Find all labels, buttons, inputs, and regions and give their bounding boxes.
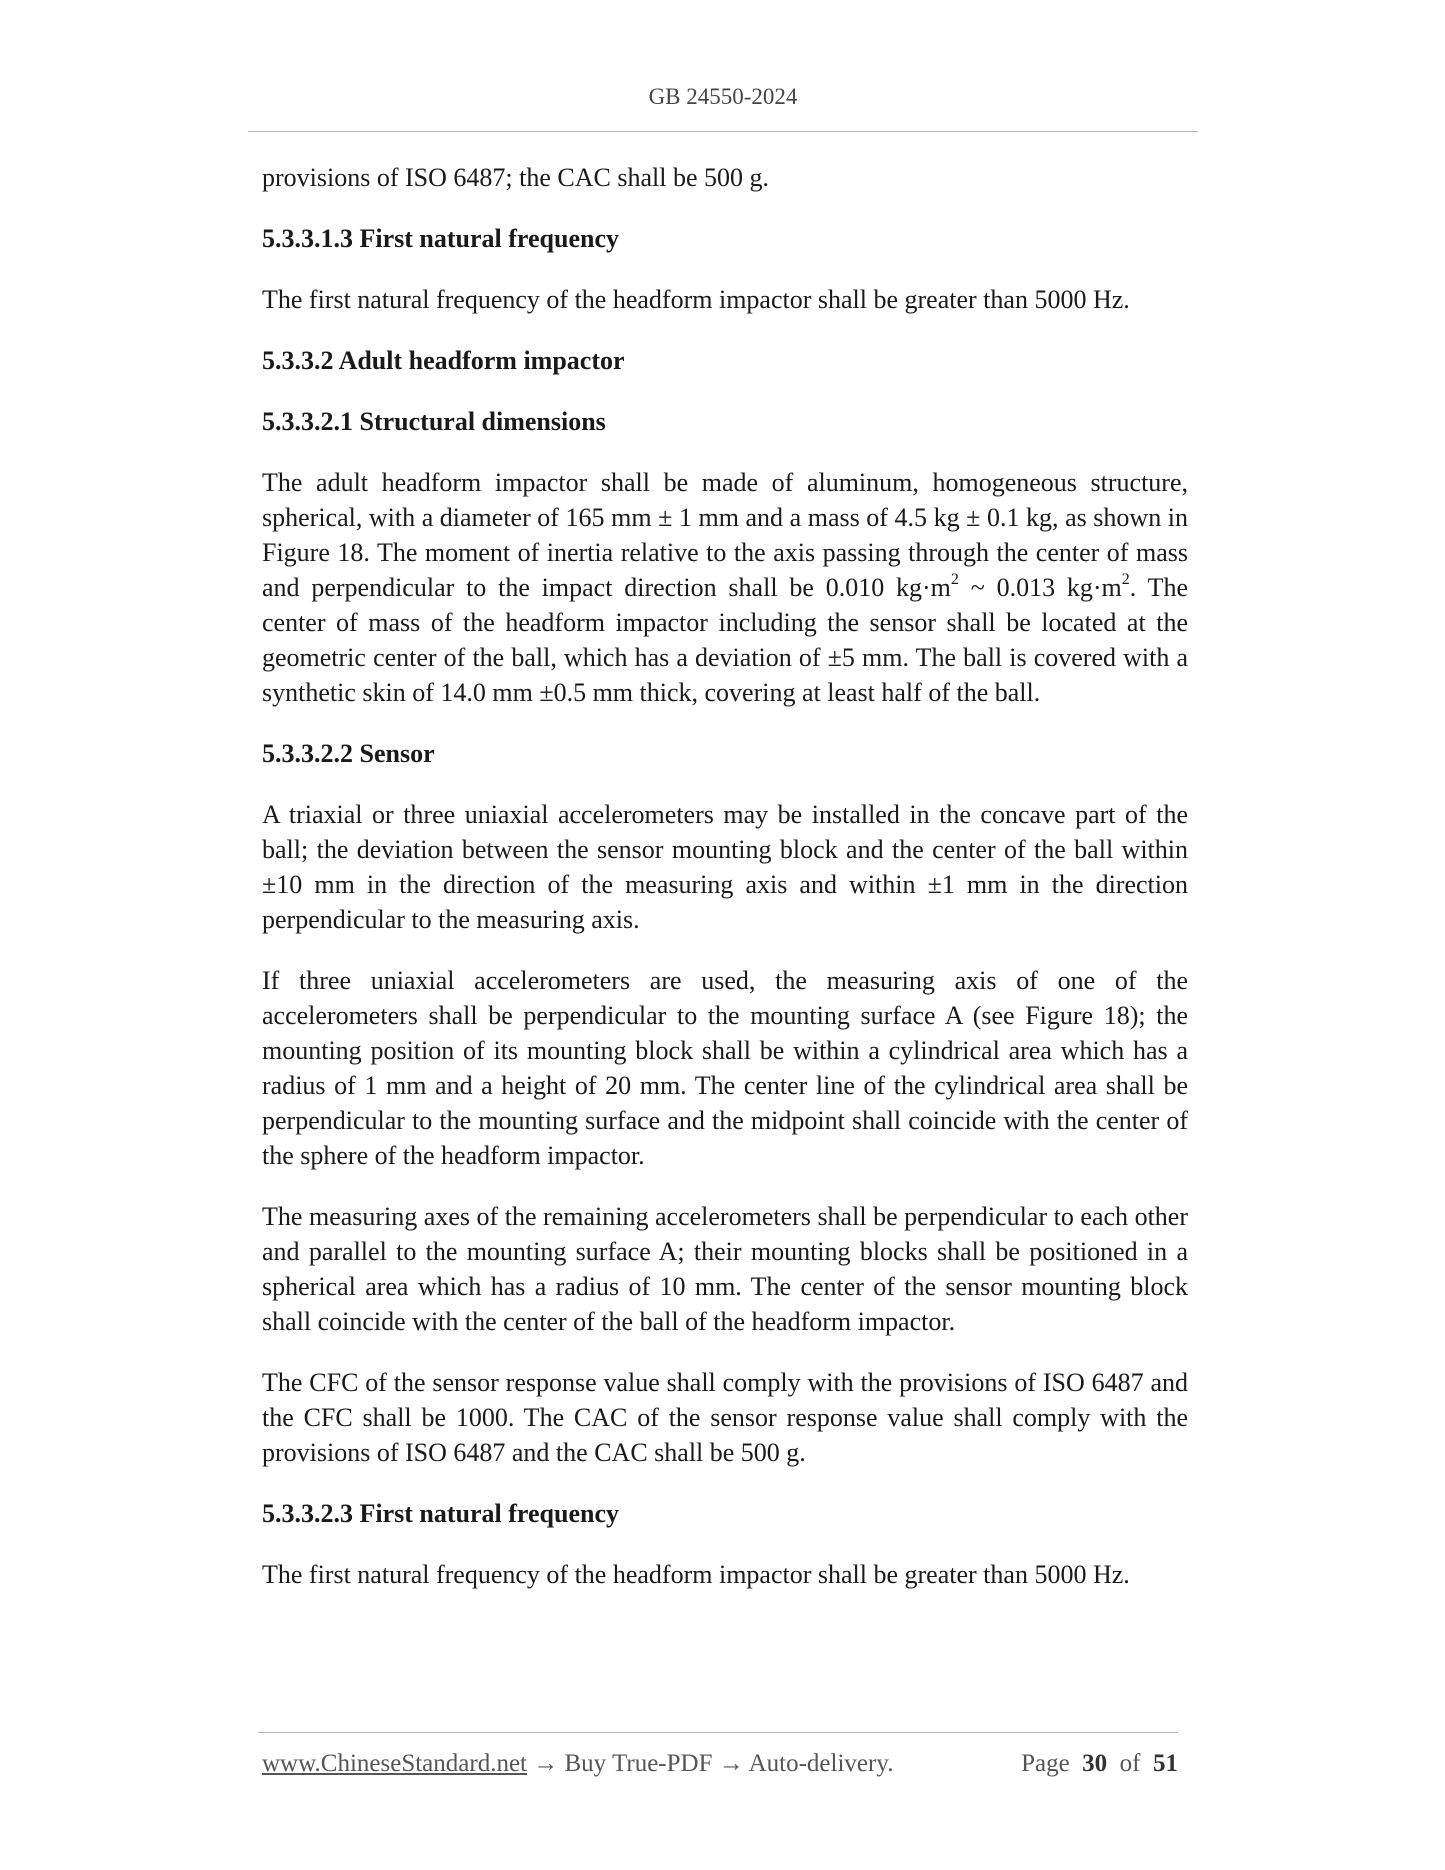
paragraph-text: . The center of mass of the headform impactor including the sensor shall be located at the geometric center of the ball, which has a deviation of ±5 mm. The ball is covered with a synthetic skin of 14.0 mm ±0.5 mm thick, covering at least half of the ball. — [262, 573, 1189, 707]
superscript: 2 — [950, 571, 959, 589]
document-body — [262, 160, 1188, 1618]
page-header: GB 24550-2024 — [648, 84, 798, 109]
header-divider — [248, 131, 1198, 132]
paragraph-remaining-accelerometers: The measuring axes of the remaining accelerometers shall be perpendicular to each other and parallel to the mounting surface A; their mounting blocks shall be positioned in a spherical area which has a radius of 10 mm. The center of the sensor mounting block shall coincide with the center of the ball of the headform impactor. — [262, 1202, 1188, 1336]
paragraph-uniaxial-accelerometers: If three uniaxial accelerometers are used, the measuring axis of one of the accelerometers shall be perpendicular to the mounting surface A (see Figure 18); the mounting position of its mounting block shall be within a cylindrical area which has a radius of 1 mm and a height of 20 mm. The center line of the cylindrical area shall be perpendicular to the mounting surface and the midpoint shall coincide with the center of the sphere of the headform impactor. — [262, 966, 1188, 1170]
page-indicator — [1021, 1750, 1178, 1778]
section-heading-5-3-3-2-1: 5.3.3.2.1 Structural dimensions — [262, 407, 606, 436]
superscript: 2 — [1121, 571, 1130, 589]
page-current: 30 — [1082, 1750, 1108, 1777]
paragraph-natural-frequency-adult: The first natural frequency of the headform impactor shall be greater than 5000 Hz. — [262, 1560, 1130, 1589]
footer-tagline: → Buy True-PDF → Auto-delivery. — [527, 1750, 894, 1777]
page-label: Page — [1021, 1750, 1070, 1777]
paragraph-cfc-cac: The CFC of the sensor response value shall comply with the provisions of ISO 6487 and the CFC shall be 1000. The CAC of the sensor response value shall comply with the provisions of ISO 6487 and the CAC shall be 500 g. — [262, 1368, 1188, 1467]
page-footer — [262, 1750, 1178, 1778]
section-heading-5-3-3-1-3: 5.3.3.1.3 First natural frequency — [262, 224, 619, 253]
section-heading-5-3-3-2: 5.3.3.2 Adult headform impactor — [262, 346, 625, 375]
paragraph-continuation: provisions of ISO 6487; the CAC shall be 500 g. — [262, 163, 769, 192]
page-total: 51 — [1153, 1750, 1178, 1777]
of-label: of — [1119, 1750, 1141, 1777]
paragraph-text: The adult headform impactor shall be made of aluminum, homogeneous structure, spherical, with a diameter of 165 mm ± 1 mm and a mass of 4.5 kg ± 0.1 kg, as shown in Figure 18. The moment of inertia relative to the axis passing through the center of mass and perpendicular to the impact direction shall be 0.010 kg·m — [262, 468, 1188, 602]
paragraph-sensor-mounting: A triaxial or three uniaxial accelerometers may be installed in the concave part of the ball; the deviation between the sensor mounting block and the center of the ball within ±10 mm in the direction of the measuring axis and within ±1 mm in the direction perpendicular to the measuring axis. — [262, 800, 1188, 934]
footer-left — [262, 1750, 893, 1778]
paragraph-text: ~ 0.013 kg·m — [958, 573, 1122, 602]
paragraph-natural-frequency-child: The first natural frequency of the headform impactor shall be greater than 5000 Hz. — [262, 285, 1130, 314]
section-heading-5-3-3-2-3: 5.3.3.2.3 First natural frequency — [262, 1499, 619, 1528]
section-heading-5-3-3-2-2: 5.3.3.2.2 Sensor — [262, 739, 435, 768]
paragraph-structural-dimensions — [262, 465, 1188, 710]
footer-divider — [258, 1732, 1178, 1733]
website-link[interactable]: www.ChineseStandard.net — [262, 1750, 527, 1777]
